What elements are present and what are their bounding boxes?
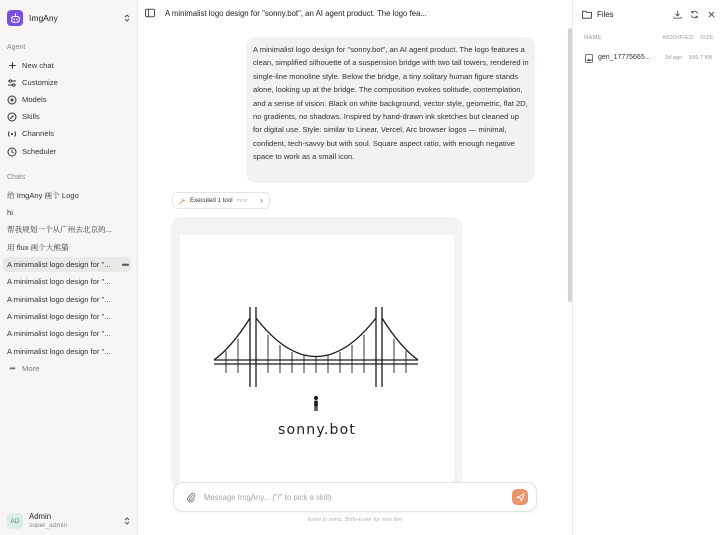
logo-wordmark: sonny.bot [277, 422, 357, 438]
nav-customize[interactable] [5, 75, 131, 90]
generated-image[interactable] [180, 235, 454, 487]
chat-item[interactable] [3, 205, 131, 220]
chat-header [138, 0, 572, 26]
tool-chip-label: Executed 1 tool [190, 197, 233, 204]
generated-image-card [171, 217, 462, 487]
chat-title: A minimalist logo design for "... [7, 312, 111, 321]
nav-label: Customize [22, 78, 58, 87]
chevron-right-icon: › [260, 196, 263, 205]
agent-section-label: Agent [7, 44, 26, 51]
ellipsis-icon: ••• [9, 364, 15, 373]
file-row[interactable] [584, 53, 716, 65]
chats-section-label: Chats [7, 174, 26, 181]
chat-item[interactable] [3, 344, 131, 359]
chat-title: A minimalist logo design for "... [7, 329, 111, 338]
nav-new-chat[interactable] [5, 58, 131, 73]
chat-title: 帮我规划一个从广州去北京的... [7, 225, 113, 234]
user-name: Admin [29, 512, 52, 521]
wand-icon [7, 112, 17, 122]
folder-icon [582, 10, 592, 19]
user-role: super_admin [29, 522, 68, 529]
col-modified[interactable]: MODIFIED [663, 35, 694, 41]
executed-tools-chip[interactable] [172, 192, 270, 209]
nav-channels[interactable] [5, 126, 131, 141]
chat-title: 用 flux 画个大熊猫 [7, 243, 69, 252]
col-name[interactable]: NAME [584, 35, 602, 41]
clock-icon [7, 147, 17, 157]
sidebar [0, 0, 138, 535]
broadcast-icon [7, 129, 17, 139]
chat-title: A minimalist logo design for "... [7, 295, 111, 304]
robot-icon [7, 10, 23, 26]
chat-item-active[interactable] [3, 257, 131, 272]
nav-scheduler[interactable] [5, 144, 131, 159]
nav-label: Skills [22, 112, 40, 121]
user-menu[interactable] [7, 511, 131, 531]
nav-skills[interactable] [5, 109, 131, 124]
bridge-illustration [180, 235, 454, 487]
chat-item[interactable] [3, 309, 131, 324]
files-panel [572, 0, 720, 535]
chat-title: A minimalist logo design for "sonny.bot", an AI agent product. The logo fea... [165, 8, 427, 18]
nav-label: Scheduler [22, 147, 57, 156]
more-chats-button[interactable] [5, 361, 131, 376]
sparkle-icon [7, 95, 17, 105]
close-icon[interactable] [707, 10, 716, 19]
chat-item[interactable] [3, 292, 131, 307]
tool-chip-meta: mmc [236, 197, 248, 204]
file-name: gen_17775665... [598, 54, 651, 61]
chevron-updown-icon [123, 516, 131, 526]
workspace-name: ImgAny [29, 13, 58, 23]
message-input[interactable]: Message ImgAny... ("/" to pick a skill) [204, 492, 332, 502]
sidebar-toggle-icon[interactable] [145, 8, 155, 18]
chat-title: A minimalist logo design for "... [7, 277, 111, 286]
nav-label: Channels [22, 129, 55, 138]
workspace-switcher[interactable] [7, 9, 131, 27]
more-label: More [22, 364, 40, 373]
message-composer [173, 482, 537, 512]
chat-item[interactable] [3, 326, 131, 341]
user-message: A minimalist logo design for "sonny.bot", an AI agent product. The logo features a clean, simplified silhouette of a suspension bridge with two tall towers, rendered in single-line monoline style. Below the bridge, a tiny solitary human figure stands alone, looking up at the bridge. The composition evokes solitude, contemplation, and a sense of vision. Black on white background, vector style, geometric, flat 2D, no gradients, no shadows. Inspired by hand-drawn ink sketches but cleaned up for digital use. Style: similar to Linear, Vercel, Arc browser logos — minimal, confident, tech-savvy but with soul. Square aspect ratio, with enough negative space to work as a small icon. [246, 37, 535, 183]
chat-title: 给 ImgAny 画个 Logo [7, 191, 79, 200]
files-title: Files [597, 9, 614, 19]
chat-item[interactable] [3, 240, 131, 255]
chat-item[interactable] [3, 222, 131, 237]
nav-models[interactable] [5, 92, 131, 107]
chat-item[interactable] [3, 274, 131, 289]
chat-item[interactable] [3, 188, 131, 203]
chevron-updown-icon [123, 13, 131, 23]
more-options-icon[interactable]: ••• [121, 259, 129, 270]
send-icon [516, 493, 525, 502]
composer-hint: Enter to send, Shift+Enter for new line [307, 517, 403, 523]
wrench-icon [178, 197, 186, 205]
avatar: AD [7, 513, 23, 529]
chat-title: hi [7, 208, 13, 217]
send-button[interactable] [512, 489, 528, 505]
image-file-icon [585, 54, 593, 63]
sliders-icon [7, 78, 17, 88]
refresh-icon[interactable] [690, 10, 699, 19]
download-icon[interactable] [673, 10, 682, 19]
file-size: 599.7 KB [689, 55, 713, 61]
file-modified: 2d ago [665, 55, 683, 61]
plus-icon [7, 61, 17, 71]
chat-title: A minimalist logo design for "... [7, 347, 111, 356]
col-size[interactable]: SIZE [700, 35, 715, 41]
paperclip-icon[interactable] [186, 492, 196, 503]
nav-label: New chat [22, 61, 54, 70]
chat-title: A minimalist logo design for "... [7, 260, 111, 269]
nav-label: Models [22, 95, 47, 104]
